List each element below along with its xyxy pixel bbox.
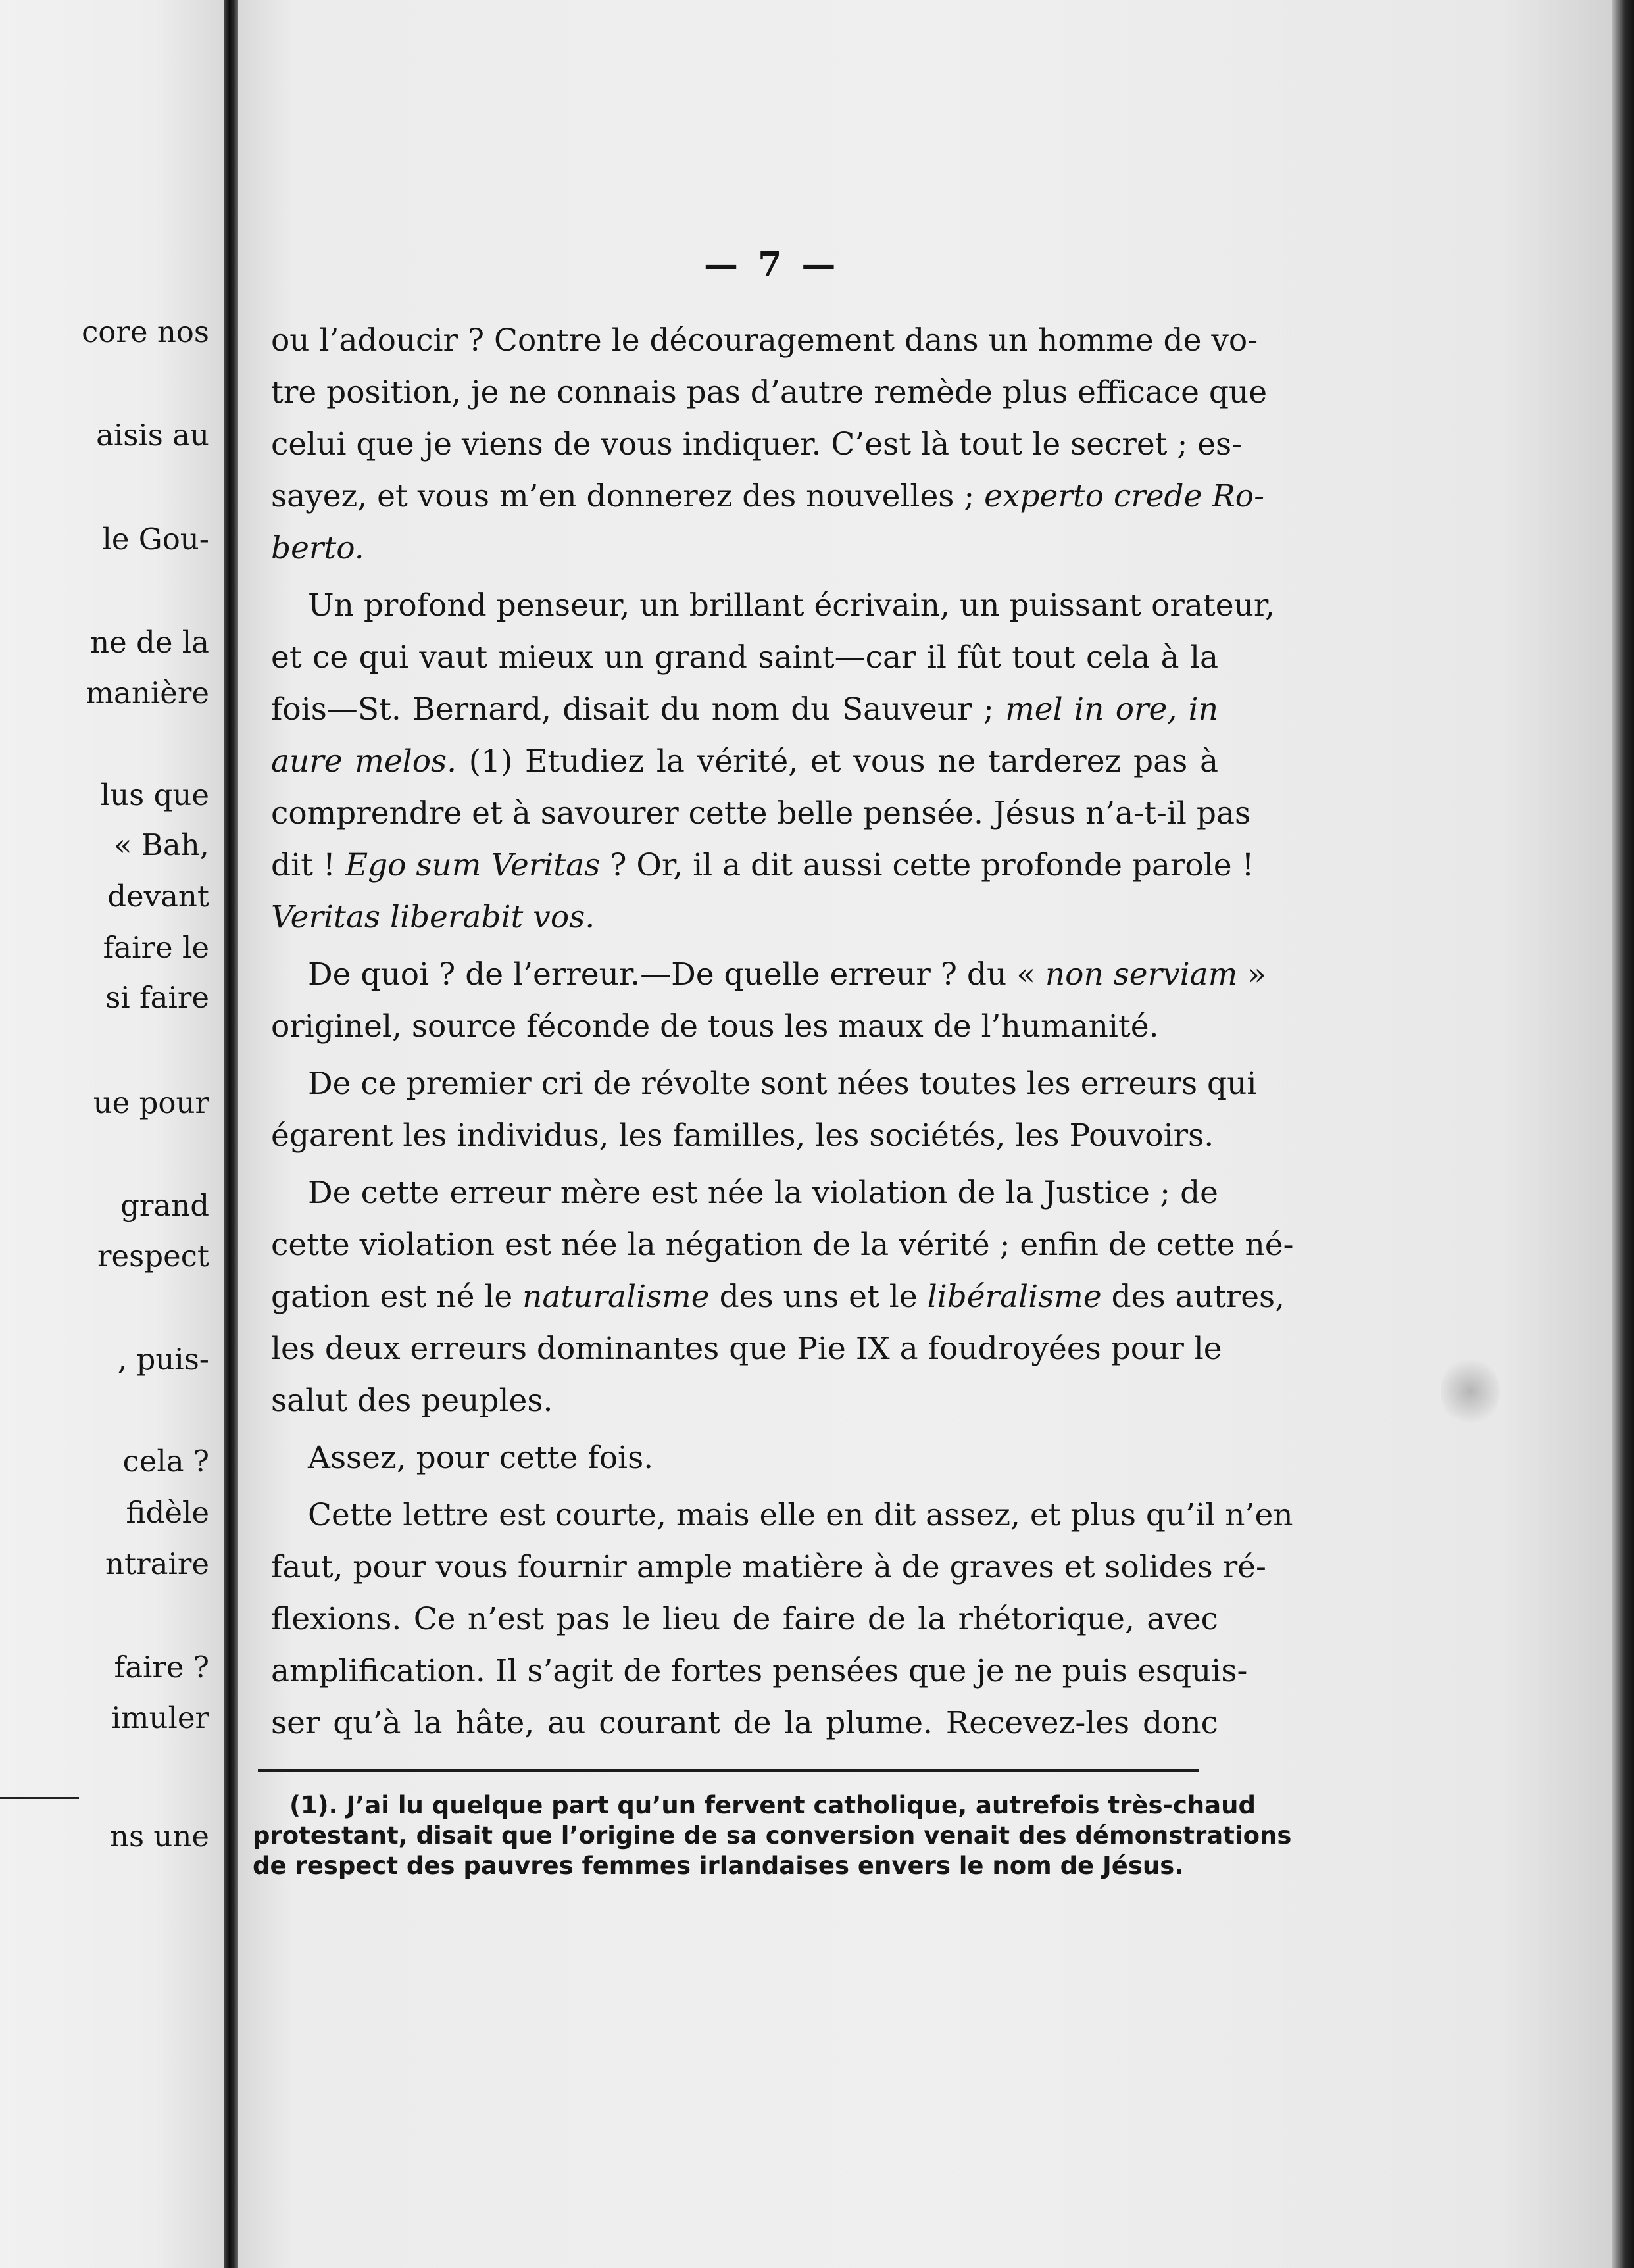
previous-page-fragment [0, 0, 224, 2268]
text-line: salut des peuples. [271, 1383, 553, 1419]
previous-page-footnote-rule [0, 1797, 79, 1799]
text-line: comprendre et à savourer cette belle pensée. Jésus n’a-t-il pas [271, 795, 1251, 831]
page-number: — 7 — [704, 245, 840, 285]
footnote-line: de respect des pauvres femmes irlandaises envers le nom de Jésus. [253, 1852, 1184, 1880]
previous-page-line: ue pour [93, 1085, 209, 1120]
text-line [271, 683, 1218, 735]
text-line: tre position, je ne connais pas d’autre remède plus efficace que [271, 374, 1268, 410]
previous-page-line: lus que [100, 777, 209, 812]
text-line: ou l’adoucir ? Contre le découragement dans un homme de vo- [271, 322, 1258, 358]
text-line: Cette lettre est courte, mais elle en dit assez, et plus qu’il n’en [308, 1497, 1293, 1533]
text-run: gation est né le [271, 1279, 513, 1315]
text-run: sayez, et vous m’en donnerez des nouvelles ; [271, 478, 975, 514]
latin-quote: mel in ore, in [1005, 691, 1218, 727]
previous-page-line: core nos [82, 314, 209, 349]
latin-quote: Ego sum Veritas [345, 847, 601, 883]
text-line: De ce premier cri de révolte sont nées toutes les erreurs qui [308, 1066, 1257, 1102]
latin-quote: non serviam [1045, 956, 1238, 993]
text-line: cette violation est née la négation de la vérité ; enfin de cette né- [271, 1227, 1294, 1263]
text-line [271, 949, 1266, 1000]
previous-page-line: respect [97, 1239, 209, 1273]
text-line: flexions. Ce n’est pas le lieu de faire de la rhétorique, avec [271, 1601, 1218, 1637]
text-run: des uns et le [719, 1279, 918, 1315]
text-line: et ce qui vaut mieux un grand saint—car il fût tout cela à la [271, 639, 1218, 676]
previous-page-line: si faire [105, 980, 209, 1015]
text-line [271, 470, 1264, 522]
text-line: Un profond penseur, un brillant écrivain, un puissant orateur, [308, 587, 1275, 624]
text-line: originel, source féconde de tous les maux de l’humanité. [271, 1008, 1159, 1045]
footnote-line: (1). J’ai lu quelque part qu’un fervent catholique, autrefois très-chaud [289, 1791, 1256, 1819]
latin-quote: berto. [271, 530, 364, 566]
text-line: Assez, pour cette fois. [308, 1440, 654, 1476]
previous-page-line: grand [120, 1188, 209, 1223]
text-line: ser qu’à la hâte, au courant de la plume. Recevez-les donc [271, 1705, 1218, 1741]
text-run: De quoi ? de l’erreur.—De quelle erreur ? du « [308, 956, 1035, 993]
text-run: des autres, [1111, 1279, 1285, 1315]
text-line [271, 522, 1218, 574]
latin-quote: aure melos. [271, 743, 457, 779]
book-gutter [224, 0, 238, 2268]
text-run: dit ! [271, 847, 335, 883]
text-line [271, 735, 1218, 787]
previous-page-line: imuler [111, 1700, 209, 1735]
text-line: égarent les individus, les familles, les sociétés, les Pouvoirs. [271, 1118, 1214, 1154]
footnote-rule [258, 1769, 1199, 1772]
previous-page-line: devant [107, 879, 209, 914]
text-line [271, 839, 1254, 891]
footnote [253, 1790, 1292, 1881]
text-run: » [1247, 956, 1266, 993]
previous-page-line: « Bah, [113, 827, 209, 862]
page-edge [1612, 0, 1634, 2268]
previous-page-line: cela ? [122, 1444, 209, 1479]
latin-quote: experto crede Ro- [984, 478, 1264, 514]
text-line: les deux erreurs dominantes que Pie IX a foudroyées pour le [271, 1331, 1222, 1367]
text-line: faut, pour vous fournir ample matière à de graves et solides ré- [271, 1549, 1266, 1585]
emphasis: libéralisme [927, 1279, 1102, 1315]
previous-page-line: faire ? [114, 1650, 209, 1685]
previous-page-line: ntraire [105, 1546, 209, 1581]
text-line: amplification. Il s’agit de fortes pensées que je ne puis esquis- [271, 1653, 1248, 1689]
previous-page-line: ne de la [90, 625, 209, 660]
latin-quote: Veritas liberabit vos. [271, 899, 595, 935]
footnote-line: protestant, disait que l’origine de sa conversion venait des démonstrations [253, 1821, 1292, 1850]
text-line: celui que je viens de vous indiquer. C’est là tout le secret ; es- [271, 426, 1243, 462]
previous-page-line: , puis- [117, 1342, 209, 1377]
text-line: De cette erreur mère est née la violation de la Justice ; de [308, 1175, 1218, 1211]
text-line [271, 1271, 1285, 1323]
emphasis: naturalisme [522, 1279, 710, 1315]
previous-page-line: aisis au [96, 418, 209, 453]
text-run: fois—St. Bernard, disait du nom du Sauveur ; [271, 691, 994, 727]
previous-page-line: faire le [103, 930, 209, 965]
body-text [271, 314, 1294, 1749]
previous-page-line: fidèle [126, 1495, 209, 1530]
paper-stain [1441, 1355, 1500, 1427]
text-run: ? Or, il a dit aussi cette profonde parole ! [610, 847, 1254, 883]
previous-page-line: le Gou- [102, 522, 209, 556]
previous-page-line: ns une [110, 1819, 209, 1854]
text-line [271, 891, 1218, 943]
text-run: (1) Etudiez la vérité, et vous ne tarderez pas à [468, 743, 1218, 779]
previous-page-line: manière [86, 676, 209, 710]
